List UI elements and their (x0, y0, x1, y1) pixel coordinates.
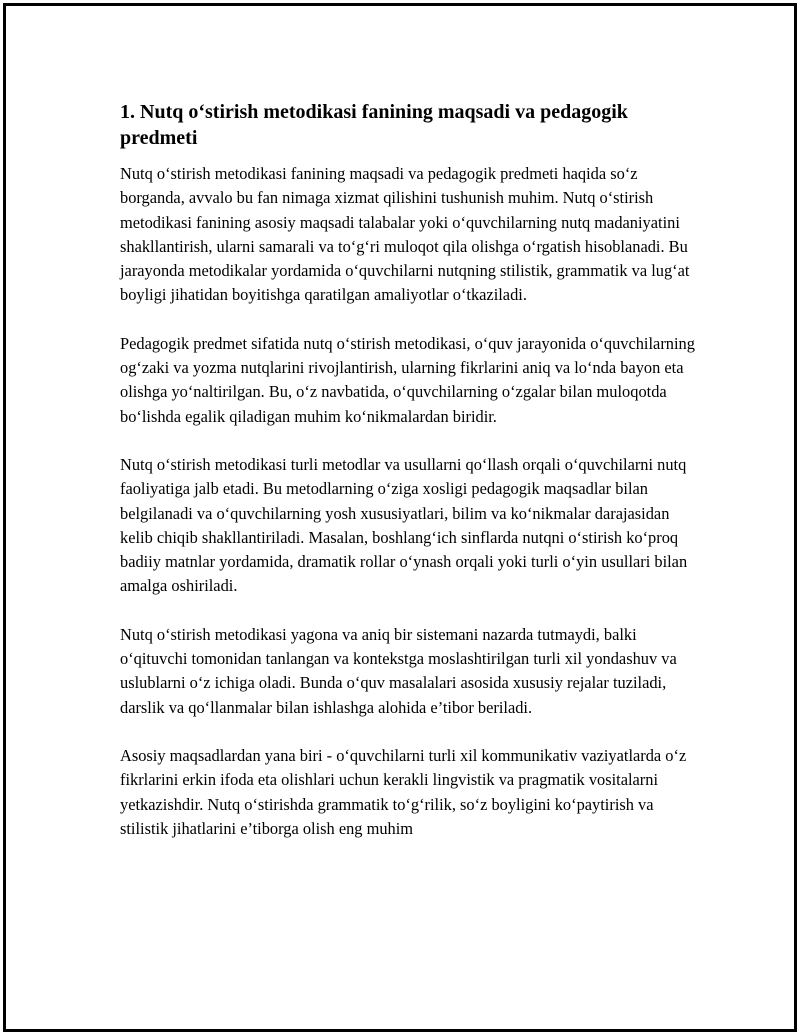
paragraph-3: Nutq o‘stirish metodikasi turli metodlar va usullarni qo‘llash orqali o‘quvchilarni nutq faoliyatiga jalb etadi. Bu metodlarning o‘ziga xosligi pedagogik maqsadlar bilan belgilanadi va o‘quvchilarning yosh xususiyatlari, bilim va ko‘nikmalar darajasidan kelib chiqib shakllantiriladi. Masalan, boshlang‘ich sinflarda nutqni o‘stirish ko‘proq badiiy matnlar yordamida, dramatik rollar o‘ynash orqali yoki turli o‘yin usullari bilan amalga oshiriladi. (120, 454, 688, 596)
document-body (120, 99, 695, 865)
section-heading: 1. Nutq o‘stirish metodikasi fanining maqsadi va pedagogik predmeti (120, 101, 628, 149)
paragraph-2: Pedagogik predmet sifatida nutq o‘stirish metodikasi, o‘quv jarayonida o‘quvchilarning og‘zaki va yozma nutqlarini rivojlantirish, ularning fikrlarini aniq va lo‘nda bayon eta olishga yo‘naltirilgan. Bu, o‘z navbatida, o‘quvchilarning o‘zgalar bilan muloqotda bo‘lishda egalik qiladigan muhim ko‘nikmalardan biridir. (120, 333, 695, 426)
paragraph-4: Nutq o‘stirish metodikasi yagona va aniq bir sistemani nazarda tutmaydi, balki o‘qituvchi tomonidan tanlangan va kontekstga moslashtirilgan turli xil yondashuv va uslublarni o‘z ichiga oladi. Bunda o‘quv masalalari asosida xususiy rejalar tuziladi, darslik va qo‘llanmalar bilan ishlashga alohida e’tibor beriladi. (120, 624, 677, 717)
paragraph-1: Nutq o‘stirish metodikasi fanining maqsadi va pedagogik predmeti haqida so‘z borganda, avvalo bu fan nimaga xizmat qilishini tushunish muhim. Nutq o‘stirish metodikasi fanining asosiy maqsadi talabalar yoki o‘quvchilarning nutq madaniyatini shakllantirish, ularni samarali va to‘g‘ri muloqot qila olishga o‘rgatish hisoblanadi. Bu jarayonda metodikalar yordamida o‘quvchilarni nutqning stilistik, grammatik va lug‘at boyligi jihatidan boyitishga qaratilgan amaliyotlar o‘tkaziladi. (120, 164, 690, 305)
paragraph-5: Asosiy maqsadlardan yana biri - o‘quvchilarni turli xil kommunikativ vaziyatlarda o‘z fikrlarini erkin ifoda eta olishlari uchun kerakli lingvistik va pragmatik vositalarni yetkazishdir. Nutq o‘stirishda grammatik to‘g‘rilik, so‘z boyligini ko‘paytirish va stilistik jihatlarini e’tiborga olish eng muhim (120, 745, 687, 838)
page-frame (3, 3, 797, 1032)
